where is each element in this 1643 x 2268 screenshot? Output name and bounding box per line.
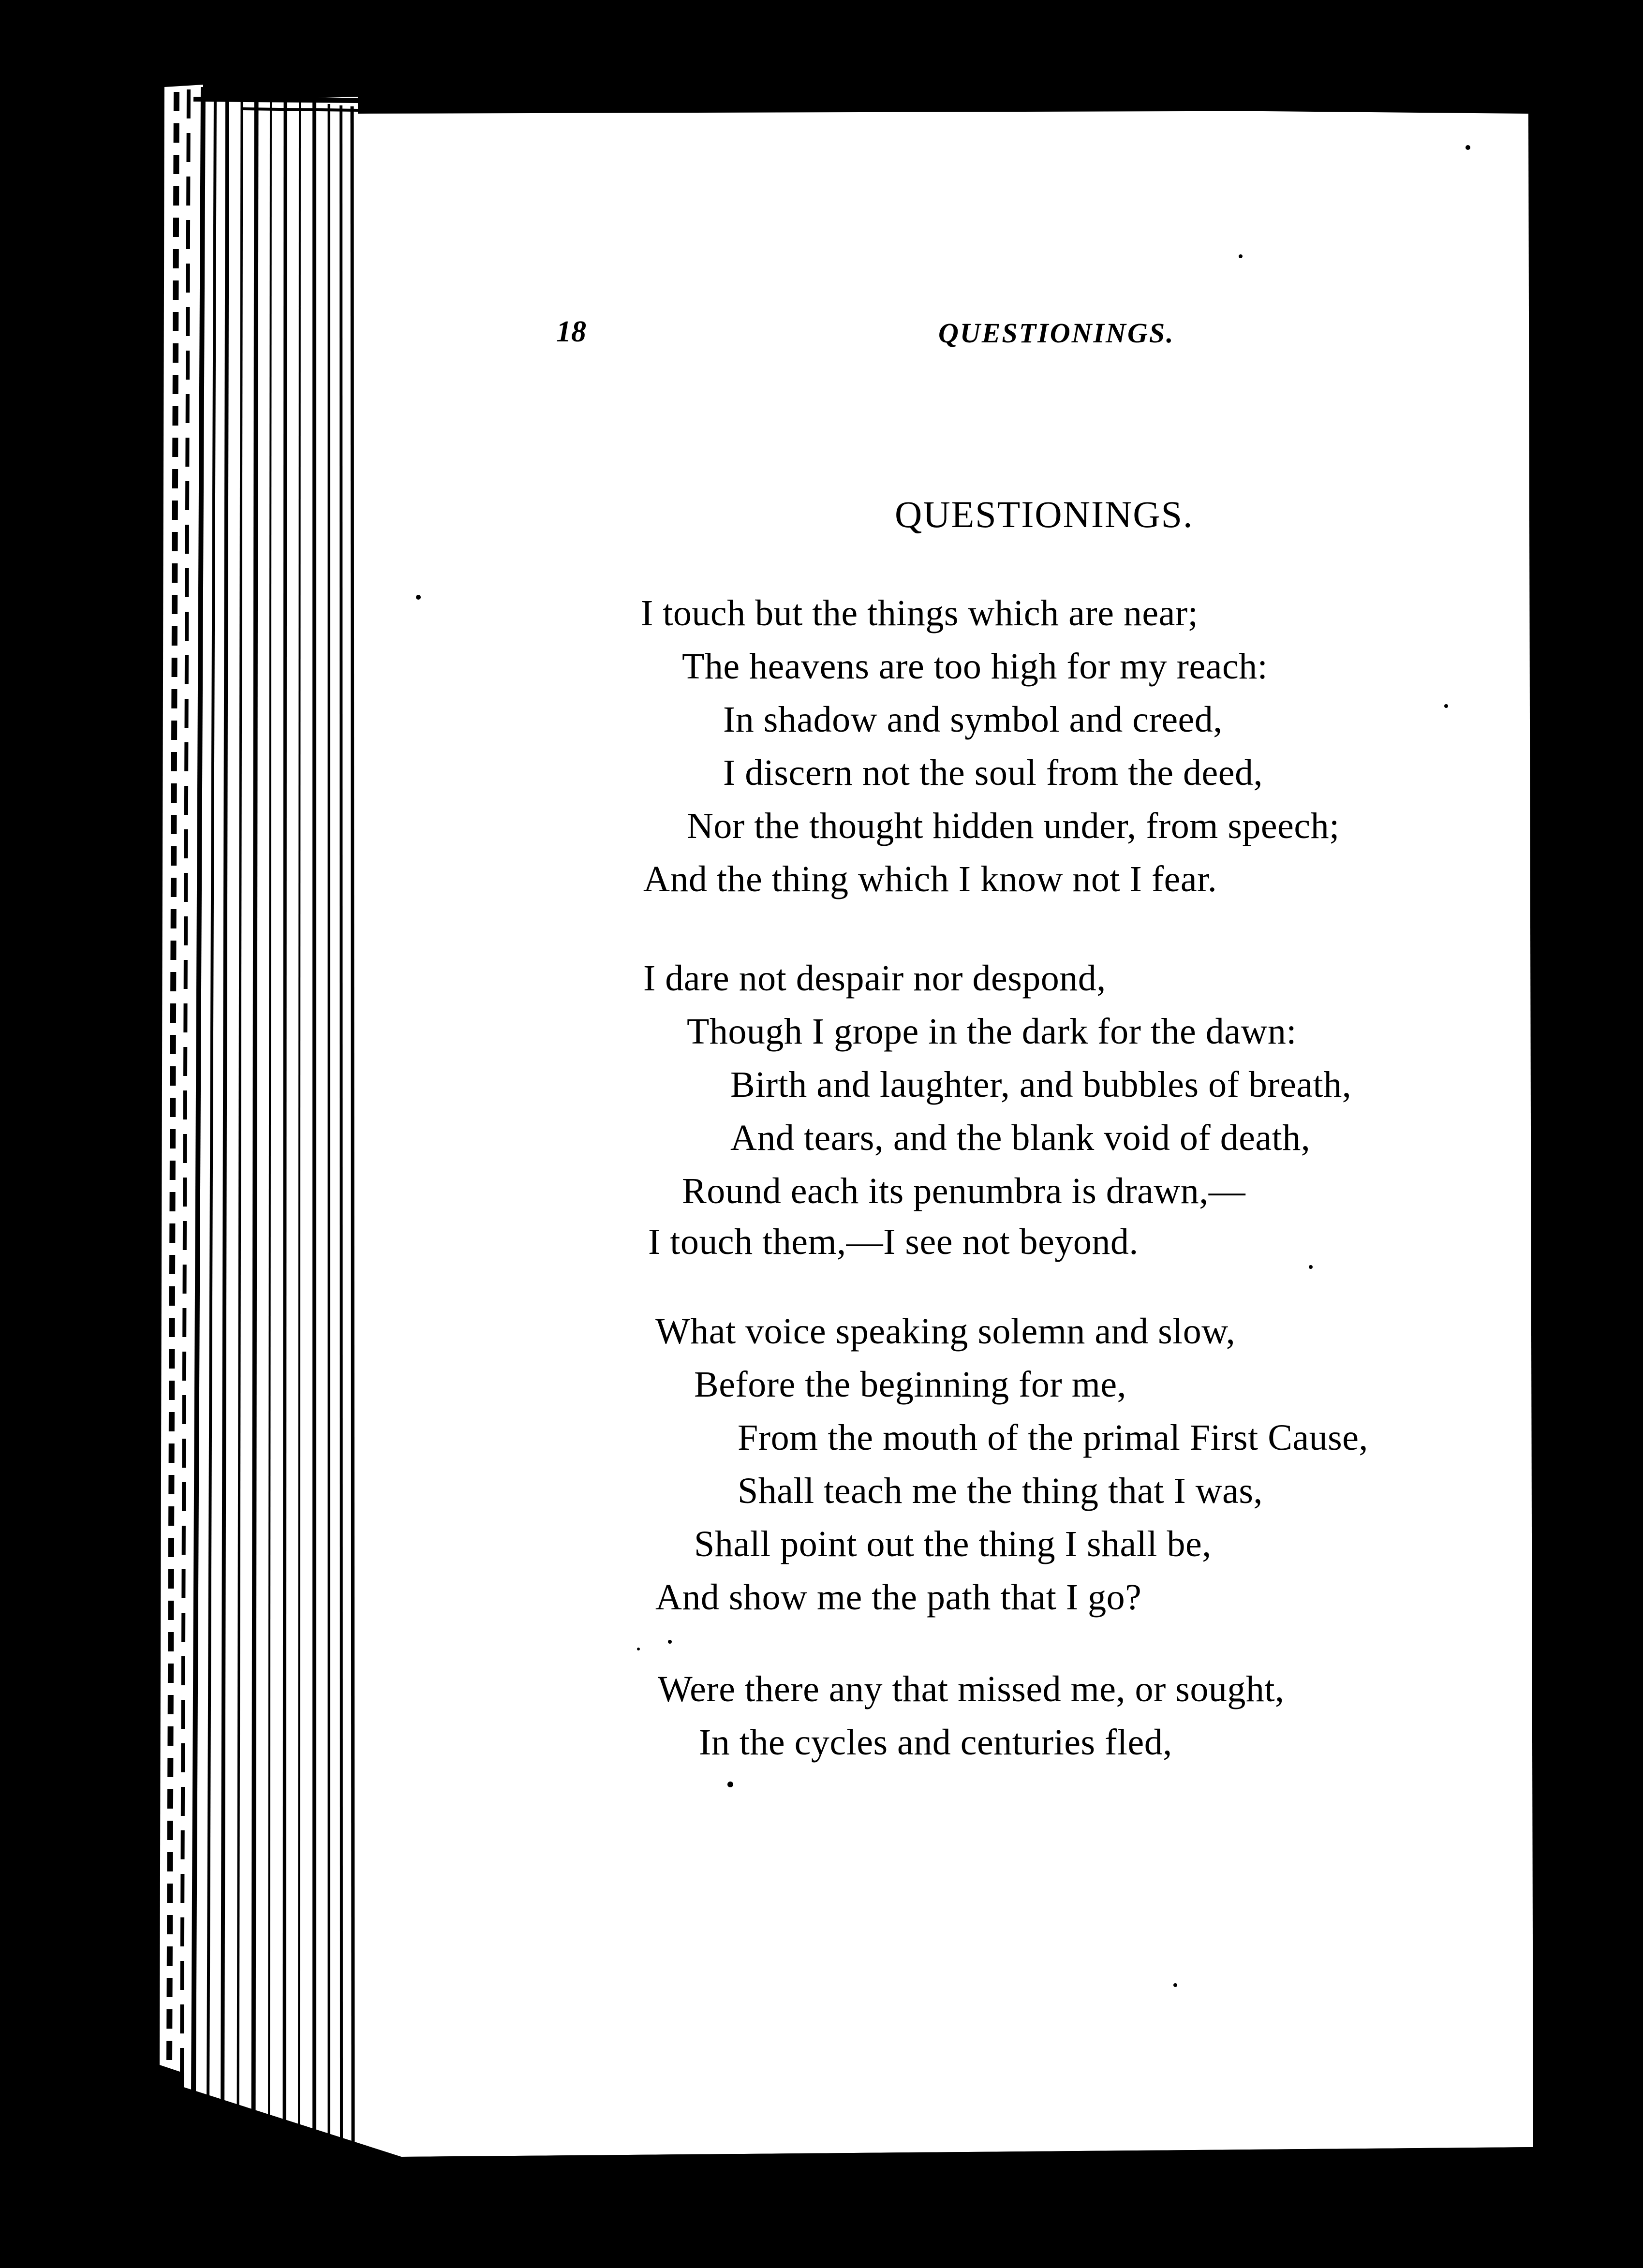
- poem-line: And the thing which I know not I fear.: [643, 859, 1217, 899]
- poem-line: In shadow and symbol and creed,: [723, 699, 1223, 740]
- next-page-fragment: S: [1605, 1599, 1627, 1641]
- poem-line: In the cycles and centuries fled,: [699, 1722, 1172, 1763]
- poem-line: Though I grope in the dark for the dawn:: [687, 1011, 1297, 1052]
- running-head: QUESTIONINGS.: [938, 317, 1175, 349]
- poem-line: I dare not despair nor despond,: [643, 958, 1106, 999]
- poem-line: I discern not the soul from the deed,: [723, 752, 1263, 793]
- poem-line: The heavens are too high for my reach:: [682, 646, 1268, 687]
- poem-line: Round each its penumbra is drawn,—: [682, 1171, 1246, 1211]
- poem-line: Birth and laughter, and bubbles of breath,: [730, 1064, 1352, 1105]
- page-right-edge-shadow: [1533, 110, 1589, 2162]
- poem-line: I touch them,—I see not beyond.: [648, 1222, 1139, 1262]
- poem-line: I touch but the things which are near;: [641, 593, 1199, 633]
- poem-line: From the mouth of the primal First Cause,: [738, 1417, 1368, 1458]
- poem-line: What voice speaking solemn and slow,: [655, 1311, 1236, 1352]
- poem-line: And show me the path that I go?: [655, 1577, 1142, 1618]
- poem-line: And tears, and the blank void of death,: [730, 1118, 1311, 1158]
- poem-line: Were there any that missed me, or sought,: [658, 1669, 1285, 1709]
- page-top-borders: [193, 99, 1528, 111]
- poem-line: Nor the thought hidden under, from speech;: [687, 806, 1340, 846]
- poem-line: Before the beginning for me,: [694, 1364, 1127, 1405]
- poem-line: Shall teach me the thing that I was,: [738, 1471, 1263, 1511]
- poem-title: QUESTIONINGS.: [895, 493, 1194, 535]
- poem-line: Shall point out the thing I shall be,: [694, 1524, 1212, 1564]
- page-number: 18: [556, 315, 586, 348]
